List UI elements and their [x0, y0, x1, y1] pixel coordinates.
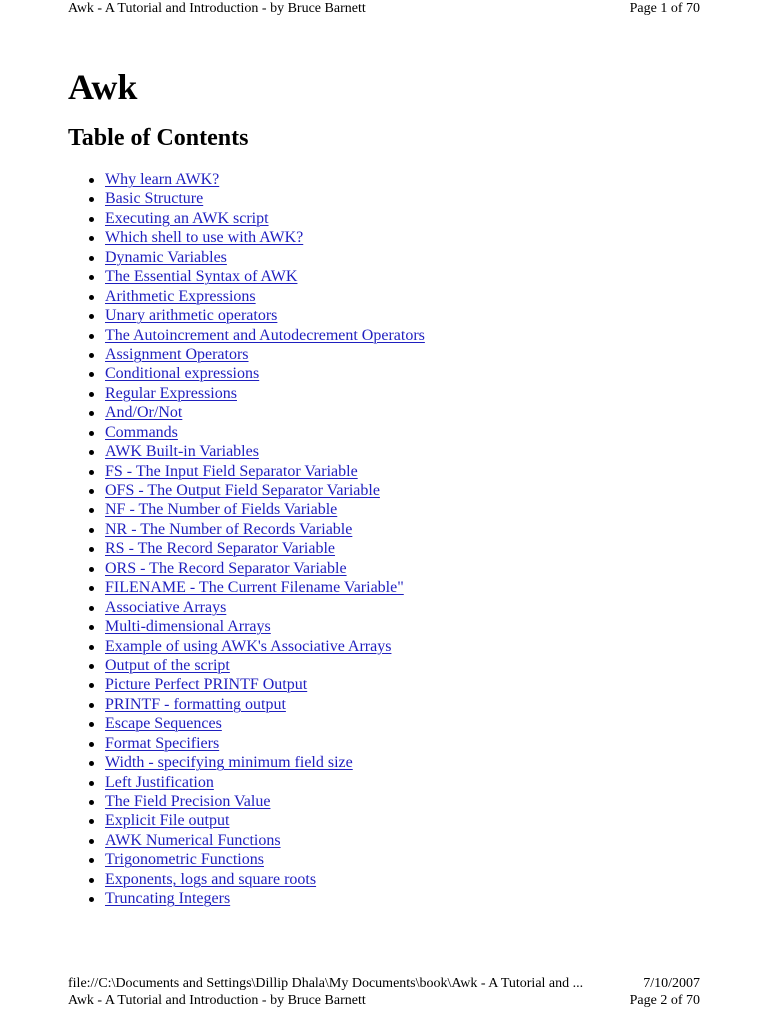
toc-item: [105, 695, 425, 714]
bullet-icon: [89, 334, 94, 339]
toc-link[interactable]: Regular Expressions: [105, 384, 237, 402]
bullet-icon: [89, 703, 94, 708]
toc-item: [105, 714, 425, 733]
bullet-icon: [89, 508, 94, 513]
toc-list: [68, 170, 425, 909]
header-title: Awk - A Tutorial and Introduction - by Bruce Barnett: [68, 1, 366, 16]
toc-item: [105, 326, 425, 345]
toc-item: [105, 539, 425, 558]
toc-link[interactable]: OFS - The Output Field Separator Variable: [105, 482, 380, 499]
toc-item: [105, 656, 425, 675]
toc-link[interactable]: Executing an AWK script: [105, 209, 269, 227]
toc-item: [105, 811, 425, 830]
bullet-icon: [89, 742, 94, 747]
toc-link[interactable]: AWK Numerical Functions: [105, 831, 281, 849]
toc-item: [105, 831, 425, 850]
bullet-icon: [89, 625, 94, 630]
toc-link[interactable]: Which shell to use with AWK?: [105, 229, 304, 247]
footer-next-title: Awk - A Tutorial and Introduction - by Bruce Barnett: [68, 993, 366, 1008]
bullet-icon: [89, 392, 94, 397]
bullet-icon: [89, 411, 94, 416]
toc-item: [105, 228, 425, 247]
toc-link[interactable]: Truncating Integers: [105, 890, 231, 908]
toc-item: [105, 462, 425, 481]
page-header: [68, 0, 700, 18]
toc-item: [105, 773, 425, 792]
toc-link[interactable]: Associative Arrays: [105, 598, 227, 616]
toc-link[interactable]: And/Or/Not: [105, 404, 183, 422]
toc-link[interactable]: Why learn AWK?: [105, 171, 220, 188]
toc-link[interactable]: FILENAME - The Current Filename Variable": [105, 579, 404, 597]
toc-item: [105, 850, 425, 869]
bullet-icon: [89, 314, 94, 319]
toc-link[interactable]: Escape Sequences: [105, 715, 222, 733]
bullet-icon: [89, 645, 94, 650]
toc-item: [105, 578, 425, 597]
toc-heading: Table of Contents: [68, 125, 249, 151]
bullet-icon: [89, 683, 94, 688]
bullet-icon: [89, 295, 94, 300]
bullet-icon: [89, 761, 94, 766]
bullet-icon: [89, 664, 94, 669]
toc-item: [105, 617, 425, 636]
toc-item: [105, 481, 425, 500]
bullet-icon: [89, 353, 94, 358]
page-title: Awk: [68, 67, 138, 107]
toc-link[interactable]: FS - The Input Field Separator Variable: [105, 462, 358, 480]
toc-item: [105, 442, 425, 461]
bullet-icon: [89, 858, 94, 863]
toc-link[interactable]: NR - The Number of Records Variable: [105, 520, 353, 538]
toc-item: [105, 384, 425, 403]
toc-item: [105, 559, 425, 578]
toc-item: [105, 209, 425, 228]
bullet-icon: [89, 606, 94, 611]
toc-item: [105, 792, 425, 811]
bullet-icon: [89, 722, 94, 727]
toc-item: [105, 889, 425, 908]
toc-item: [105, 287, 425, 306]
toc-item: [105, 170, 425, 189]
toc-link[interactable]: Left Justification: [105, 773, 214, 791]
toc-link[interactable]: Multi-dimensional Arrays: [105, 618, 271, 636]
bullet-icon: [89, 178, 94, 183]
bullet-icon: [89, 197, 94, 202]
toc-link[interactable]: Picture Perfect PRINTF Output: [105, 676, 308, 694]
footer-path-row: [68, 975, 700, 992]
toc-item: [105, 345, 425, 364]
bullet-icon: [89, 470, 94, 475]
toc-item: [105, 500, 425, 519]
bullet-icon: [89, 897, 94, 902]
bullet-icon: [89, 256, 94, 261]
toc-link[interactable]: Unary arithmetic operators: [105, 307, 278, 325]
toc-link[interactable]: The Field Precision Value: [105, 793, 271, 810]
toc-link[interactable]: Assignment Operators: [105, 345, 249, 363]
toc-link[interactable]: The Essential Syntax of AWK: [105, 268, 298, 286]
toc-link[interactable]: Arithmetic Expressions: [105, 287, 256, 305]
toc-link[interactable]: Trigonometric Functions: [105, 851, 264, 869]
toc-link[interactable]: Output of the script: [105, 656, 230, 674]
toc-link[interactable]: Width - specifying minimum field size: [105, 754, 353, 772]
toc-link[interactable]: Dynamic Variables: [105, 248, 227, 266]
bullet-icon: [89, 372, 94, 377]
toc-link[interactable]: Example of using AWK's Associative Arrays: [105, 637, 392, 655]
toc-link[interactable]: Explicit File output: [105, 812, 230, 830]
toc-item: [105, 267, 425, 286]
toc-link[interactable]: Commands: [105, 423, 178, 441]
bullet-icon: [89, 217, 94, 222]
toc-item: [105, 637, 425, 656]
toc-link[interactable]: ORS - The Record Separator Variable: [105, 559, 347, 577]
toc-link[interactable]: The Autoincrement and Autodecrement Operators: [105, 326, 425, 344]
toc-item: [105, 403, 425, 422]
footer-next-page-number: Page 2 of 70: [629, 993, 700, 1008]
toc-item: [105, 306, 425, 325]
toc-item: [105, 753, 425, 772]
bullet-icon: [89, 236, 94, 241]
toc-item: [105, 248, 425, 267]
bullet-icon: [89, 528, 94, 533]
toc-item: [105, 520, 425, 539]
bullet-icon: [89, 878, 94, 883]
toc-link[interactable]: AWK Built-in Variables: [105, 443, 259, 461]
page-footer: [68, 975, 700, 1009]
toc-item: [105, 675, 425, 694]
toc-item: [105, 870, 425, 889]
bullet-icon: [89, 839, 94, 844]
bullet-icon: [89, 567, 94, 572]
bullet-icon: [89, 800, 94, 805]
toc-link[interactable]: PRINTF - formatting output: [105, 695, 286, 713]
bullet-icon: [89, 450, 94, 455]
bullet-icon: [89, 586, 94, 591]
bullet-icon: [89, 547, 94, 552]
bullet-icon: [89, 781, 94, 786]
bullet-icon: [89, 431, 94, 436]
footer-next-header-row: [68, 992, 700, 1009]
toc-item: [105, 598, 425, 617]
footer-date: 7/10/2007: [643, 976, 700, 991]
toc-link[interactable]: RS - The Record Separator Variable: [105, 540, 336, 558]
toc-item: [105, 189, 425, 208]
toc-link[interactable]: Conditional expressions: [105, 365, 260, 383]
toc-item: [105, 364, 425, 383]
toc-link[interactable]: NF - The Number of Fields Variable: [105, 501, 338, 519]
toc-link[interactable]: Format Specifiers: [105, 734, 220, 752]
toc-item: [105, 734, 425, 753]
toc-link[interactable]: Basic Structure: [105, 190, 204, 208]
bullet-icon: [89, 819, 94, 824]
footer-file-path: file://C:\Documents and Settings\Dillip Dhala\My Documents\book\Awk - A Tutorial and ...: [68, 976, 584, 991]
toc-link[interactable]: Exponents, logs and square roots: [105, 870, 317, 888]
bullet-icon: [89, 489, 94, 494]
header-page-number: Page 1 of 70: [629, 1, 700, 16]
toc-item: [105, 423, 425, 442]
bullet-icon: [89, 275, 94, 280]
